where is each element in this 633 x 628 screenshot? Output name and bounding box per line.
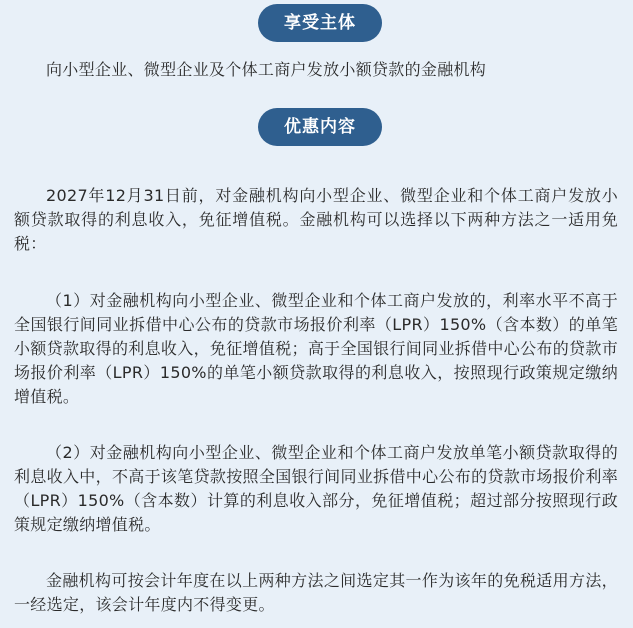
- beneficiary-text: 向小型企业、微型企业及个体工商户发放小额贷款的金融机构: [46, 60, 487, 79]
- content-intro-paragraph: 2027年12月31日前，对金融机构向小型企业、微型企业和个体工商户发放小额贷款取得的利息收入，免征增值税。金融机构可以选择以下两种方法之一适用免税：: [14, 186, 618, 253]
- note-paragraph: 金融机构可按会计年度在以上两种方法之间选定其一作为该年的免税适用方法，一经选定，该会计年度内不得变更。: [14, 571, 618, 614]
- option-1-paragraph: （1）对金融机构向小型企业、微型企业和个体工商户发放的，利率水平不高于全国银行间同业拆借中心公布的贷款市场报价利率（LPR）150%（含本数）的单笔小额贷款取得的利息收入，免征增值税；高于全国银行间同业拆借中心公布的贷款市场报价利率（LPR）150%的单笔小额贷款取得的利息收入，按照现行政策规定缴纳增值税。: [14, 291, 618, 406]
- section-badge-content: 优惠内容: [258, 108, 382, 146]
- section-badge-beneficiary: 享受主体: [258, 4, 382, 42]
- option-2-paragraph: （2）对金融机构向小型企业、微型企业和个体工商户发放单笔小额贷款取得的利息收入中，不高于该笔贷款按照全国银行间同业拆借中心公布的贷款市场报价利率（LPR）150%（含本数）计算的利息收入部分，免征增值税；超过部分按照现行政策规定缴纳增值税。: [14, 443, 618, 534]
